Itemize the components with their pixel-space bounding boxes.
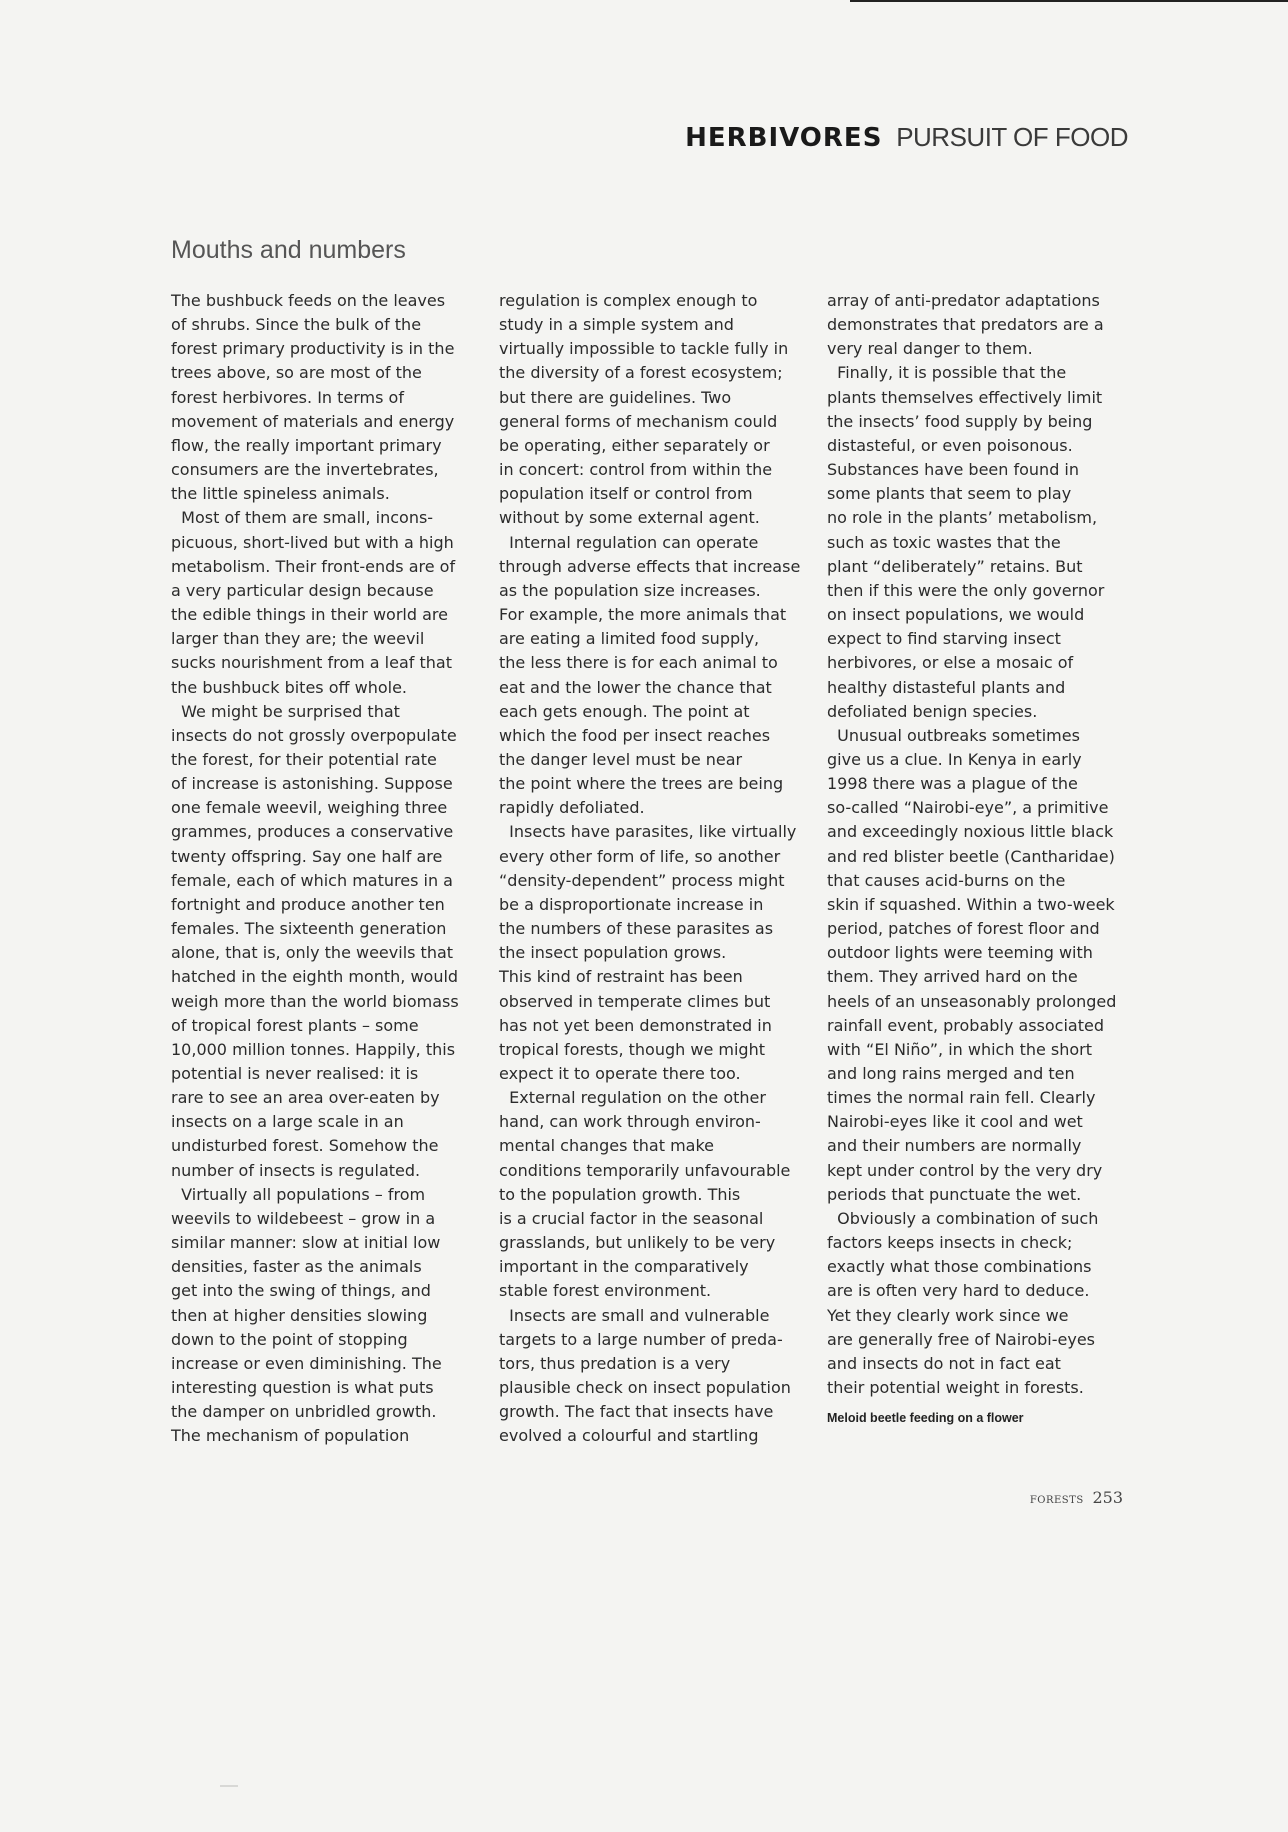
paragraph: We might be surprised that insects do not grossly overpopulate the forest, for their potential rate of increase is astonishing. Suppose one female weevil, weighing three grammes, produces a conservative twenty offspring. Say one half are female, each of which matures in a fortnight and produce another ten females. The sixteenth generation alone, that is, only the weevils that hatched in the eighth month, would weigh more than the world biomass of tropical forest plants – some 10,000 million tonnes. Happily, this potential is never realised: it is rare to see an area over-eaten by insects on a large scale in an undisturbed forest. Somehow the number of insects is regulated. <box>171 701 459 1180</box>
photo-caption: Meloid beetle feeding on a flower <box>827 1411 1024 1426</box>
text-column-3 <box>827 289 1127 1430</box>
paragraph: External regulation on the other hand, can work through environ- mental changes that make conditions temporarily unfavourable to the population growth. This is a crucial factor in the seasonal grasslands, but unlikely to be very important in the comparatively stable forest environment. <box>499 1088 791 1301</box>
paragraph: array of anti-predator adaptations demonstrates that predators are a very real danger to them. <box>827 291 1104 359</box>
folio <box>1030 1488 1123 1507</box>
text-column-2 <box>499 289 799 1449</box>
paragraph: Virtually all populations – from weevils to wildebeest – grow in a similar manner: slow at initial low densities, faster as the animals get into the swing of things, and then at higher densities slowing down to the point of stopping increase or even diminishing. The interesting question is what puts the damper on unbridled growth. The mechanism of population <box>171 1184 442 1446</box>
text-column-1 <box>171 289 471 1449</box>
top-rule <box>850 0 1288 2</box>
paragraph: regulation is complex enough to study in a simple system and virtually impossible to tackle fully in the diversity of a forest ecosystem; but there are guidelines. Two general forms of mechanism could be operating, either separately or in concert: control from within the population itself or control from without by some external agent. <box>499 291 789 528</box>
paragraph: Most of them are small, incons- picuous, short-lived but with a high metabolism. Their front-ends are of a very particular design because the edible things in their world are larger than they are; the weevil sucks nourishment from a leaf that the bushbuck bites off whole. <box>171 508 456 697</box>
paragraph: Unusual outbreaks sometimes give us a clue. In Kenya in early 1998 there was a plague of the so-called “Nairobi-eye”, a primitive and exceedingly noxious little black and red blister beetle (Cantharidae) that causes acid-burns on the skin if squashed. Within a two-week period, patches of forest floor and outdoor lights were teeming with them. They arrived hard on the heels of an unseasonably prolonged rainfall event, probably associated with “El Niño”, in which the short and long rains merged and ten times the normal rain fell. Clearly Nairobi-eyes like it cool and wet and their numbers are normally kept under control by the very dry periods that punctuate the wet. <box>827 725 1117 1204</box>
paragraph: Finally, it is possible that the plants themselves effectively limit the insects’ food supply by being distasteful, or even poisonous. Substances have been found in some plants that seem to play no role in the plants’ metabolism, such as toxic wastes that the plant “deliberately” retains. But then if this were the only governor on insect populations, we would expect to find starving insect herbivores, or else a mosaic of healthy distasteful plants and defoliated benign species. <box>827 363 1105 721</box>
paragraph: Internal regulation can operate through adverse effects that increase as the population size increases. For example, the more animals that are eating a limited food supply, the less there is for each animal to eat and the lower the chance that each gets enough. The point at which the food per insect reaches the danger level must be near the point where the trees are being rapidly defoliated. <box>499 532 801 818</box>
running-head-subtitle: PURSUIT OF FOOD <box>896 122 1128 152</box>
folio-book-name: FORESTS <box>1029 1495 1084 1506</box>
page-number: 253 <box>1092 1488 1123 1507</box>
running-head <box>685 122 1128 153</box>
paragraph: Insects have parasites, like virtually every other form of life, so another “density-dependent” process might be a disproportionate increase in the numbers of these parasites as the insect population grows. This kind of restraint has been observed in temperate climes but has not yet been demonstrated in tropical forests, though we might expect it to operate there too. <box>499 822 797 1083</box>
running-head-section: HERBIVORES <box>685 123 883 153</box>
paragraph: Insects are small and vulnerable targets to a large number of preda- tors, thus predation is a very plausible check on insect population growth. The fact that insects have evolved a colourful and startling <box>499 1305 791 1446</box>
section-title: Mouths and numbers <box>171 236 406 264</box>
paragraph: Obviously a combination of such factors keeps insects in check; exactly what those combinations are is often very hard to deduce. Yet they clearly work since we are generally free of Nairobi-eyes and insects do not in fact eat their potential weight in forests. <box>827 1208 1099 1398</box>
paragraph: The bushbuck feeds on the leaves of shrubs. Since the bulk of the forest primary productivity is in the trees above, so are most of the forest herbivores. In terms of movement of materials and energy flow, the really important primary consumers are the invertebrates, the little spineless animals. <box>171 291 455 504</box>
scan-mark <box>220 1785 238 1787</box>
